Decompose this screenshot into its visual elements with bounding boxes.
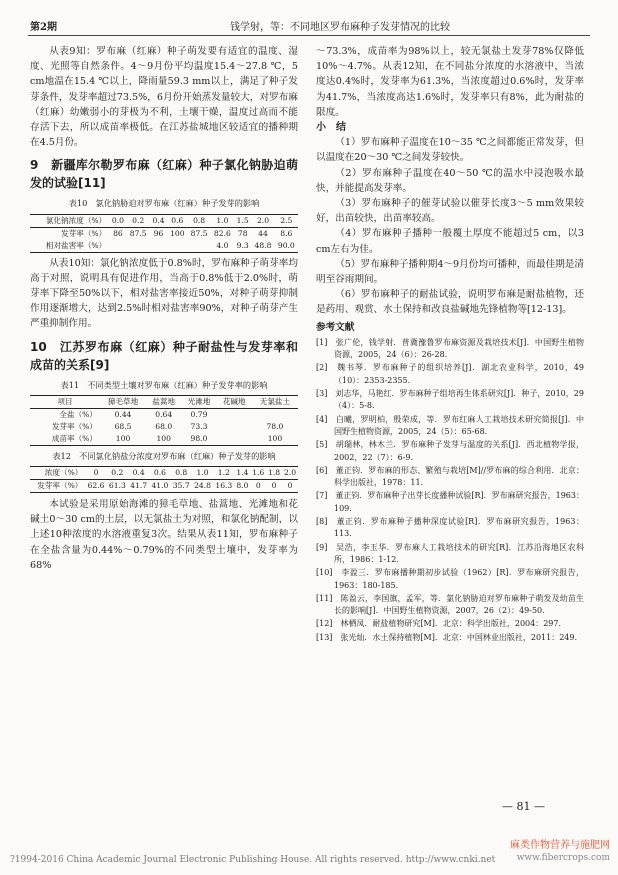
row-label: 相对盐害率（%） xyxy=(45,240,107,250)
cell: 68.0 xyxy=(155,421,173,431)
summary-item: （2）罗布麻种子温度在40～50 ℃的温水中浸泡吸水最快，并能提高发芽率。 xyxy=(316,167,584,194)
table-12 xyxy=(30,466,298,493)
paragraph-4: ～73.3%，成苗率为98%以上，较无氯盐土发芽78%仅降低10%～4.7%。从表12知，在不同盐分浓度的水溶液中，当浓度达0.4%时，发芽率为61.3%，当浓度超过0.6%时，发芽率为41.7%，当浓度高达1.6%时，发芽率只有8%，此为耐盐的限度。 xyxy=(316,46,584,118)
reference-item: [6] 董正钧．罗布麻的形态、繁殖与栽培[M]//罗布麻的综合利用．北京：科学出版社，1978：11. xyxy=(316,465,584,488)
cell: 86 xyxy=(113,228,123,238)
cell: 0 xyxy=(271,481,277,491)
row-label: 发芽率（%） xyxy=(51,421,97,431)
site-watermark xyxy=(440,840,610,864)
cell: 82.6 xyxy=(213,228,231,238)
row-label: 全盐（%） xyxy=(59,409,97,419)
reference-list xyxy=(316,337,584,644)
reference-item: [2] 魏书琴．罗布麻种子的组织培养[J]．湖北农业科学，2010，49（10）：2353-2355. xyxy=(316,363,584,385)
table-11 xyxy=(30,395,298,446)
summary-item: （5）罗布麻种子播种期4～9月份均可播种，而最佳期是清明至谷雨期间。 xyxy=(316,258,584,286)
reference-item: [4] 白曦，罗明柏，殷荣成，等．罗布红麻人工栽培技术研究简报[J]．中国野生植物资源，2005，24（5）：65-68. xyxy=(316,414,584,436)
cell: 100 xyxy=(115,433,131,443)
cell: 68.5 xyxy=(114,421,132,431)
cell: 0 xyxy=(93,468,99,478)
cell: 100 xyxy=(267,433,283,443)
reference-item: [8] 董正钧．罗布麻种子播种深度试验[R]．罗布麻研究报告，1963：113. xyxy=(316,517,584,539)
cell: 0.2 xyxy=(132,215,145,225)
cell: 0.79 xyxy=(190,409,208,419)
table-10-caption: 表10 氯化钠胁迫对罗布麻（红麻）种子发芽的影响 xyxy=(68,198,260,209)
table-10 xyxy=(30,214,298,253)
cell: 8.0 xyxy=(236,481,249,491)
cell: 41.7 xyxy=(130,481,148,491)
cell: 0.4 xyxy=(132,468,145,478)
cell: 100 xyxy=(156,433,171,443)
cell: 0.2 xyxy=(111,468,124,478)
references-heading: 参考文献 xyxy=(316,321,355,333)
cell xyxy=(150,240,167,253)
t10-germ-row xyxy=(30,227,298,240)
cell: 2.0 xyxy=(283,468,297,478)
cell: 44 xyxy=(258,228,268,238)
cell: 1.4 xyxy=(236,468,249,478)
cell: 16.3 xyxy=(215,481,233,491)
cell: 0.44 xyxy=(114,409,132,419)
cell: 0 xyxy=(255,481,261,491)
cell: 0.6 xyxy=(153,468,166,478)
issue-label: 第2期 xyxy=(30,22,57,33)
cell: 87.5 xyxy=(190,228,208,238)
cell: 1.0 xyxy=(196,468,209,478)
cell: 0.64 xyxy=(155,409,173,419)
reference-item: [12] 林栖凤．耐盐植物研究[M]．北京：科学出版社，2004：297. xyxy=(316,619,562,629)
cell: 48.8 xyxy=(254,240,272,250)
reference-item: [1] 张广伦，钱学射．普冀豫鲁罗布麻资源及栽培技术[J]．中国野生植物资源，2005，24（6）：26-28. xyxy=(316,337,584,360)
cell: 4.0 xyxy=(216,240,229,250)
summary-item: （6）罗布麻种子的耐盐试验，说明罗布麻是耐盐植物，还是药用、观赏、水土保持和改良盐碱地先锋植物等[12-13]。 xyxy=(316,289,584,316)
cell: 61.3 xyxy=(108,481,126,491)
cell: 1.2 xyxy=(217,468,230,478)
section-10-heading: 10 江苏罗布麻（红麻）种子耐盐性与发芽率和成苗的关系[9] xyxy=(30,339,298,372)
summary-item: （3）罗布麻种子的催芽试验以催芽长度3～5 mm效果较好，出苗较快，出苗率较高。 xyxy=(316,198,584,225)
paragraph-2: 从表10知：氯化钠浓度低于0.8%时，罗布麻种子萌芽率均高于对照，说明具有促进作用，当高于0.8%低于2.0%时，萌芽率下降至50%以下，相对盐害率接近50%，对种子萌芽抑制作用逐渐增大，达到2.5%时相对盐害率90%，对种子萌芽产生严重抑制作用。 xyxy=(30,257,298,330)
cell: 78.0 xyxy=(266,421,284,431)
header-cell: 盐蒿地 xyxy=(152,396,176,406)
cell xyxy=(217,408,252,421)
cell: 0.0 xyxy=(111,215,124,225)
cell: 1.8 xyxy=(268,468,281,478)
page-number: — 81 — xyxy=(502,800,545,813)
header-rule xyxy=(28,35,590,36)
cell xyxy=(109,240,126,253)
reference-item: [10] 李盈三．罗布麻播种期初步试验（1962）[R]．罗布麻研究报告，1963：180-185. xyxy=(316,568,584,590)
cell: 0.6 xyxy=(171,215,184,225)
cell: 73.3 xyxy=(190,421,208,431)
cell xyxy=(127,240,150,253)
table-row xyxy=(30,421,298,433)
row-label: 成苗率（%） xyxy=(51,433,97,443)
header-cell: 项目 xyxy=(57,396,73,406)
cell xyxy=(217,433,252,446)
copyright-text: ?1994-2016 China Academic Journal Electronic Publishing House. All rights reserved. http://www.cnki.net xyxy=(10,855,496,865)
t12-germ-row xyxy=(30,480,298,493)
cell: 2.0 xyxy=(256,215,270,225)
cell: 24.8 xyxy=(194,481,211,491)
row-label: 发芽率（%） xyxy=(61,228,107,238)
cell: 0.8 xyxy=(175,468,188,478)
reference-item: [5] 胡瑞林，林木兰．罗布麻种子发芽与温度的关系[J]．西北植物学报，2002，22（7）：6-9. xyxy=(316,440,584,462)
header-cell: 光滩地 xyxy=(187,396,211,406)
t10-harm-row xyxy=(30,240,298,253)
cell: 1.6 xyxy=(252,468,265,478)
cell: 9.3 xyxy=(236,240,249,250)
cell: 2.5 xyxy=(280,215,293,225)
summary-heading: 小 结 xyxy=(316,122,346,134)
cell: 1.0 xyxy=(216,215,229,225)
cell: 62.6 xyxy=(87,481,105,491)
reference-item: [3] 刘志华，马艳红．罗布麻种子组培再生体系研究[J]．种子，2010，29（4）：5-8. xyxy=(316,389,584,411)
summary-item: （1）罗布麻种子温度在10～35 ℃之间都能正常发芽，但以温度在20～30 ℃之间发芽较快。 xyxy=(316,137,584,164)
cell xyxy=(252,408,298,421)
summary-item: （4）罗布麻种子播种一般覆土厚度不能超过5 cm，以3 cm左右为佳。 xyxy=(316,228,584,255)
cell: 1.5 xyxy=(236,215,249,225)
watermark-text: 麻类作物营养与施肥网 xyxy=(510,840,610,851)
cell: 41.0 xyxy=(151,481,169,491)
cell: 87.5 xyxy=(129,228,147,238)
cell xyxy=(167,240,187,253)
t11-header-row xyxy=(30,395,298,408)
cell xyxy=(187,240,210,253)
table-row xyxy=(30,408,298,421)
cell: 90.0 xyxy=(277,240,295,250)
reference-item: [11] 陈盈云，李国旗，孟军，等．氯化钠胁迫对罗布麻种子萌发及幼苗生长的影响[J]．中国野生植物资源，2007，26（2）：49-50. xyxy=(316,593,584,616)
reference-item: [9] 吴浩，李玉华．罗布麻人工栽培技术的研究[R]．江苏沿海地区农科所，1986：1-12. xyxy=(316,542,584,564)
right-column xyxy=(316,44,584,645)
watermark-url: www.fibercrops.com xyxy=(516,853,610,863)
t12-conc-row xyxy=(30,467,298,480)
row-label: 氯化钠浓度（%） xyxy=(45,215,107,225)
left-column xyxy=(30,44,298,573)
cell: 0 xyxy=(287,481,293,491)
row-label: 浓度（%） xyxy=(44,468,83,478)
reference-item: [7] 董正钧．罗布麻种子出芽长度播种试验[R]．罗布麻研究报告，1963：109. xyxy=(316,491,584,513)
table-11-caption: 表11 不同类型土壤对罗布麻（红麻）种子发芽率的影响 xyxy=(60,379,268,390)
cell: 100 xyxy=(170,228,185,238)
reference-item: [13] 张光灿．水土保持植物[M]．北京：中国林业出版社，2011：249. xyxy=(316,632,578,642)
cell: 0.8 xyxy=(193,215,206,225)
header-cell: 无氯盐土 xyxy=(259,396,291,406)
cell: 0.4 xyxy=(152,215,165,225)
paragraph-3: 本试验是采用原始海滩的獐毛草地、盐蒿地、光滩地和花碱土0～30 cm的土层，以无氯盐土为对照，和氯化钠配制，以上述10种浓度的水溶液重复3次。结果从表11知，罗布麻种子在全盐含量为0.44%～0.79%的不同类型土壤中，发芽率为68% xyxy=(30,499,298,571)
cell: 78 xyxy=(237,228,248,238)
cell: 35.7 xyxy=(172,481,190,491)
cell: 8.6 xyxy=(280,228,293,238)
cell: 96 xyxy=(153,228,164,238)
page-header xyxy=(30,16,588,34)
header-cell: 花碱地 xyxy=(222,396,246,406)
t10-conc-row xyxy=(30,214,298,227)
cell: 98.0 xyxy=(190,433,208,443)
header-cell: 獐毛草地 xyxy=(107,396,139,406)
paragraph-1: 从表9知：罗布麻（红麻）种子萌发要有适宜的温度、湿度、光照等自然条件。4～9月份平均温度15.4～27.8 ℃，5 cm地温在15.4 ℃以上，降雨量59.3 mm以上，满足了种子发芽条件，发芽率超过73.5%，6月份开始蒸发量较大，对罗布麻（红麻）幼嫩弱小的芽极为不利，土壤干燥，温度过高而不能存活下去，所以成苗率极低。在江苏盐城地区较适宜的播种期在4.5月份。 xyxy=(30,46,298,149)
table-12-caption: 表12 不同氯化钠盐分浓度对罗布麻（红麻）种子发芽的影响 xyxy=(52,450,276,461)
table-row xyxy=(30,433,298,446)
row-label: 发芽率（%） xyxy=(37,481,83,491)
section-9-heading: 9 新疆库尔勒罗布麻（红麻）种子氯化钠胁迫萌发的试验[11] xyxy=(30,158,298,191)
running-title: 钱学射，等：不同地区罗布麻种子发芽情况的比较 xyxy=(230,22,450,33)
cell xyxy=(217,421,252,433)
